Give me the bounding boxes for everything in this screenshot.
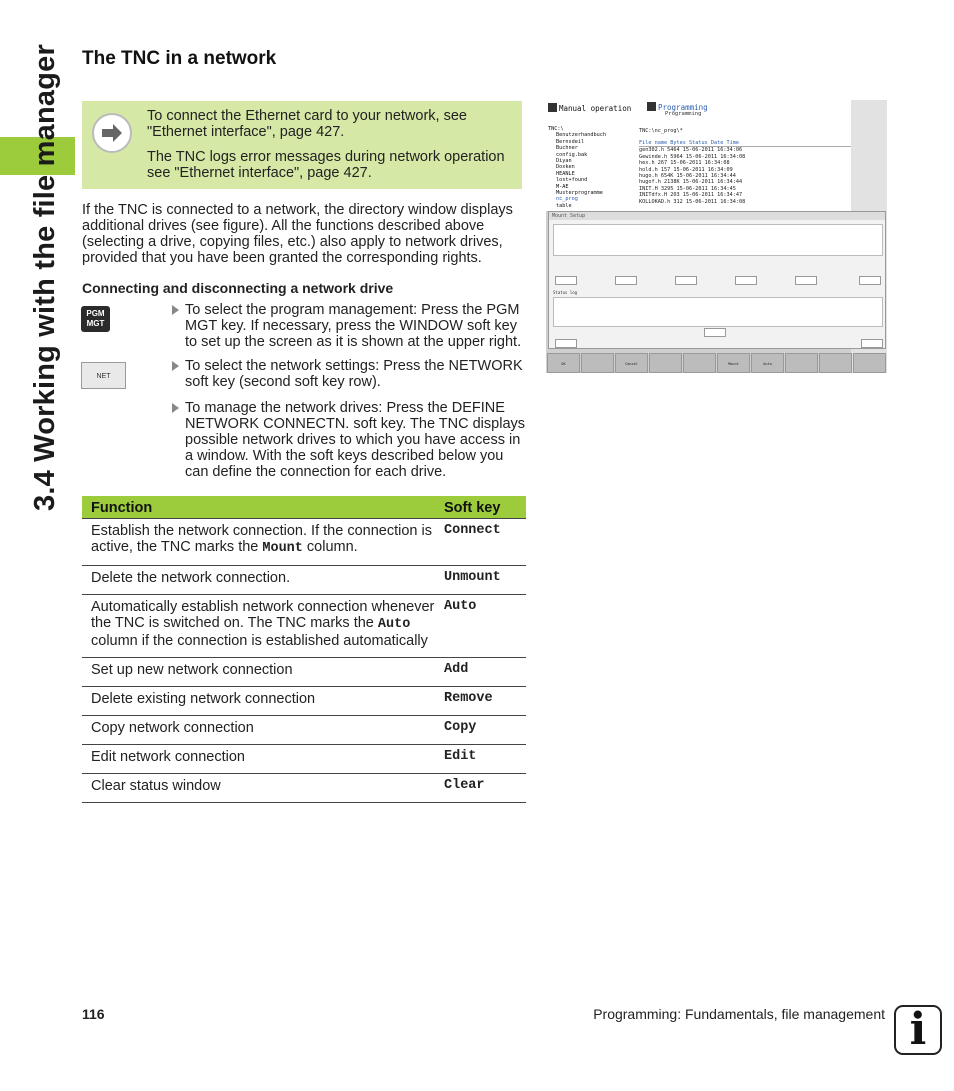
screen-softkey: OK <box>547 353 580 373</box>
note-text-1: To connect the Ethernet card to your network, see "Ethernet interface", page 427. <box>147 108 467 140</box>
table-row <box>82 658 526 687</box>
softkey-cell: Unmount <box>444 566 526 595</box>
dialog-title: Mount Setup <box>549 212 885 220</box>
subsection-title: Connecting and disconnecting a network drive <box>82 280 394 296</box>
chapter-title: 3.4 Working with the file manager <box>29 44 61 511</box>
dialog-button <box>795 276 817 285</box>
file-row: Gewinde.h 5964 15-06-2011 16:34:08 <box>639 153 746 160</box>
tree-item: Benutzerhandbuch <box>556 132 606 139</box>
screen-mode-right: Programming <box>658 103 708 112</box>
screen-softkey <box>649 353 682 373</box>
file-list <box>639 140 851 205</box>
function-text: Copy network connection <box>91 720 254 736</box>
file-row: INIT.H 3295 15-06-2011 16:34:45 <box>639 185 736 192</box>
tree-item: Buchner <box>556 145 578 152</box>
screen-softkey: Mount <box>717 353 750 373</box>
table-header-row <box>82 496 526 519</box>
tree-item: Doxken <box>556 164 575 171</box>
file-list-header: File name Bytes Status Date Time <box>639 140 851 147</box>
mount-setup-dialog <box>548 211 886 349</box>
table-header-function: Function <box>82 496 444 519</box>
softkey-cell: Add <box>444 658 526 687</box>
arrow-right-icon <box>92 113 132 153</box>
function-cell <box>82 687 444 716</box>
tree-item: HEANLE <box>556 170 575 177</box>
intro-paragraph: If the TNC is connected to a network, the directory window displays additional drives (see figure). All the functions described above (selecting a drive, copying files, etc.) also apply to network drives, provided that you have been granted the corresponding rights. <box>82 202 513 266</box>
drive-table <box>553 224 883 256</box>
screen-softkey: Auto <box>751 353 784 373</box>
file-manager-window <box>546 122 851 211</box>
tree-item: nc_prog <box>556 196 578 203</box>
table-row <box>82 595 526 658</box>
tree-item: config.bak <box>556 151 588 158</box>
table-row <box>82 519 526 566</box>
screen-softkey <box>819 353 852 373</box>
function-text: Clear status window <box>91 778 221 794</box>
pgm-mgt-key-icon <box>81 306 110 332</box>
step-text: To select the network settings: Press the NETWORK soft key (second soft key row). <box>185 358 523 390</box>
function-code: Auto <box>377 617 411 632</box>
screen-header <box>546 100 851 122</box>
screen-mode-left: Manual operation <box>559 104 632 113</box>
tree-item: M-AE <box>556 183 569 190</box>
function-text: Edit network connection <box>91 749 245 765</box>
footer-text: Programming: Fundamentals, file management <box>593 1006 885 1022</box>
softkey-cell: Remove <box>444 687 526 716</box>
note-text-2: The TNC logs error messages during network operation see "Ethernet interface", page 427. <box>147 149 505 181</box>
function-text: column. <box>302 539 358 555</box>
dialog-button <box>615 276 637 285</box>
dialog-button <box>555 276 577 285</box>
machine-mode-icon <box>548 103 557 112</box>
screen-softkey <box>853 353 886 373</box>
tree-item: table <box>556 202 572 209</box>
file-row: hold.h 157 15-06-2011 16:34:09 <box>639 166 733 173</box>
triangle-bullet-icon <box>172 403 179 413</box>
screen-softkey <box>683 353 716 373</box>
screen-softkey <box>581 353 614 373</box>
tree-item: Diyan <box>556 158 572 165</box>
file-row: INITdfx.H 203 15-06-2011 16:34:47 <box>639 192 743 199</box>
file-row: gen302.h 5464 15-06-2011 16:34:06 <box>639 147 743 154</box>
tree-item: TNC:\ <box>548 126 564 132</box>
function-cell <box>82 716 444 745</box>
file-row: hugof.h 2138K 15-06-2011 16:34:44 <box>639 179 743 186</box>
mgt-key-label: MGT <box>86 319 105 328</box>
file-row: KOLLOKAD.h 312 15-06-2011 16:34:08 <box>639 198 746 205</box>
info-icon: i <box>894 1005 942 1055</box>
screen-softkey-row <box>546 353 887 373</box>
dialog-button <box>675 276 697 285</box>
status-log-box <box>553 297 883 327</box>
softkey-cell: Connect <box>444 519 526 566</box>
dialog-button <box>555 339 577 348</box>
function-text: Delete the network connection. <box>91 570 291 586</box>
file-row: hugo.h 654K 15-06-2011 16:34:44 <box>639 173 736 180</box>
net-softkey-icon: NET <box>81 362 126 389</box>
function-text: Automatically establish network connection whenever the TNC is switched on. The TNC marks the <box>91 599 435 631</box>
section-title: The TNC in a network <box>82 48 277 69</box>
directory-tree <box>548 126 636 209</box>
table-row <box>82 687 526 716</box>
table-row <box>82 566 526 595</box>
function-cell <box>82 745 444 774</box>
function-cell <box>82 658 444 687</box>
tnc-screen-figure <box>546 100 887 373</box>
function-text: Set up new network connection <box>91 662 293 678</box>
tree-item: Musterprogramme <box>556 190 603 197</box>
function-cell <box>82 774 444 803</box>
function-text: Delete existing network connection <box>91 691 316 707</box>
function-text: Establish the network connection. If the connection is active, the TNC marks the <box>91 523 432 555</box>
triangle-bullet-icon <box>172 305 179 315</box>
softkey-cell: Clear <box>444 774 526 803</box>
function-cell <box>82 566 444 595</box>
step-text: To select the program management: Press the PGM MGT key. If necessary, press the WINDOW soft key to set up the screen as it is shown at the upper right. <box>185 302 522 350</box>
step-item <box>172 400 527 480</box>
function-cell <box>82 595 444 658</box>
dialog-button <box>735 276 757 285</box>
tree-item: lost+found <box>556 177 588 184</box>
table-row <box>82 745 526 774</box>
screen-softkey <box>785 353 818 373</box>
pgm-key-label: PGM <box>86 309 105 318</box>
dialog-button <box>704 328 726 337</box>
page-number: 116 <box>82 1006 105 1022</box>
screen-mode-sub: Programming <box>665 111 702 117</box>
file-row: hex.h 267 15-06-2011 16:34:08 <box>639 160 730 167</box>
softkey-cell: Auto <box>444 595 526 658</box>
softkey-cell: Edit <box>444 745 526 774</box>
dialog-button <box>859 276 881 285</box>
file-path: TNC:\nc_prog\* <box>639 128 683 134</box>
triangle-bullet-icon <box>172 361 179 371</box>
programming-mode-icon <box>647 102 656 111</box>
table-row <box>82 774 526 803</box>
softkey-cell: Copy <box>444 716 526 745</box>
step-item <box>172 302 527 350</box>
status-log-label: Status log <box>553 290 578 295</box>
table-header-softkey: Soft key <box>444 496 526 519</box>
function-code: Mount <box>262 541 303 556</box>
dialog-button <box>861 339 883 348</box>
table-row <box>82 716 526 745</box>
screen-softkey: Cancel <box>615 353 648 373</box>
softkey-function-table <box>82 496 526 803</box>
function-cell <box>82 519 444 566</box>
function-text: column if the connection is established automatically <box>91 633 428 649</box>
tree-item: Bernsdeil <box>556 138 585 145</box>
step-item <box>172 358 527 390</box>
step-text: To manage the network drives: Press the DEFINE NETWORK CONNECTN. soft key. The TNC displays possible network drives to which you have access in a window. With the soft keys described below you can define the connection for each drive. <box>185 400 526 480</box>
